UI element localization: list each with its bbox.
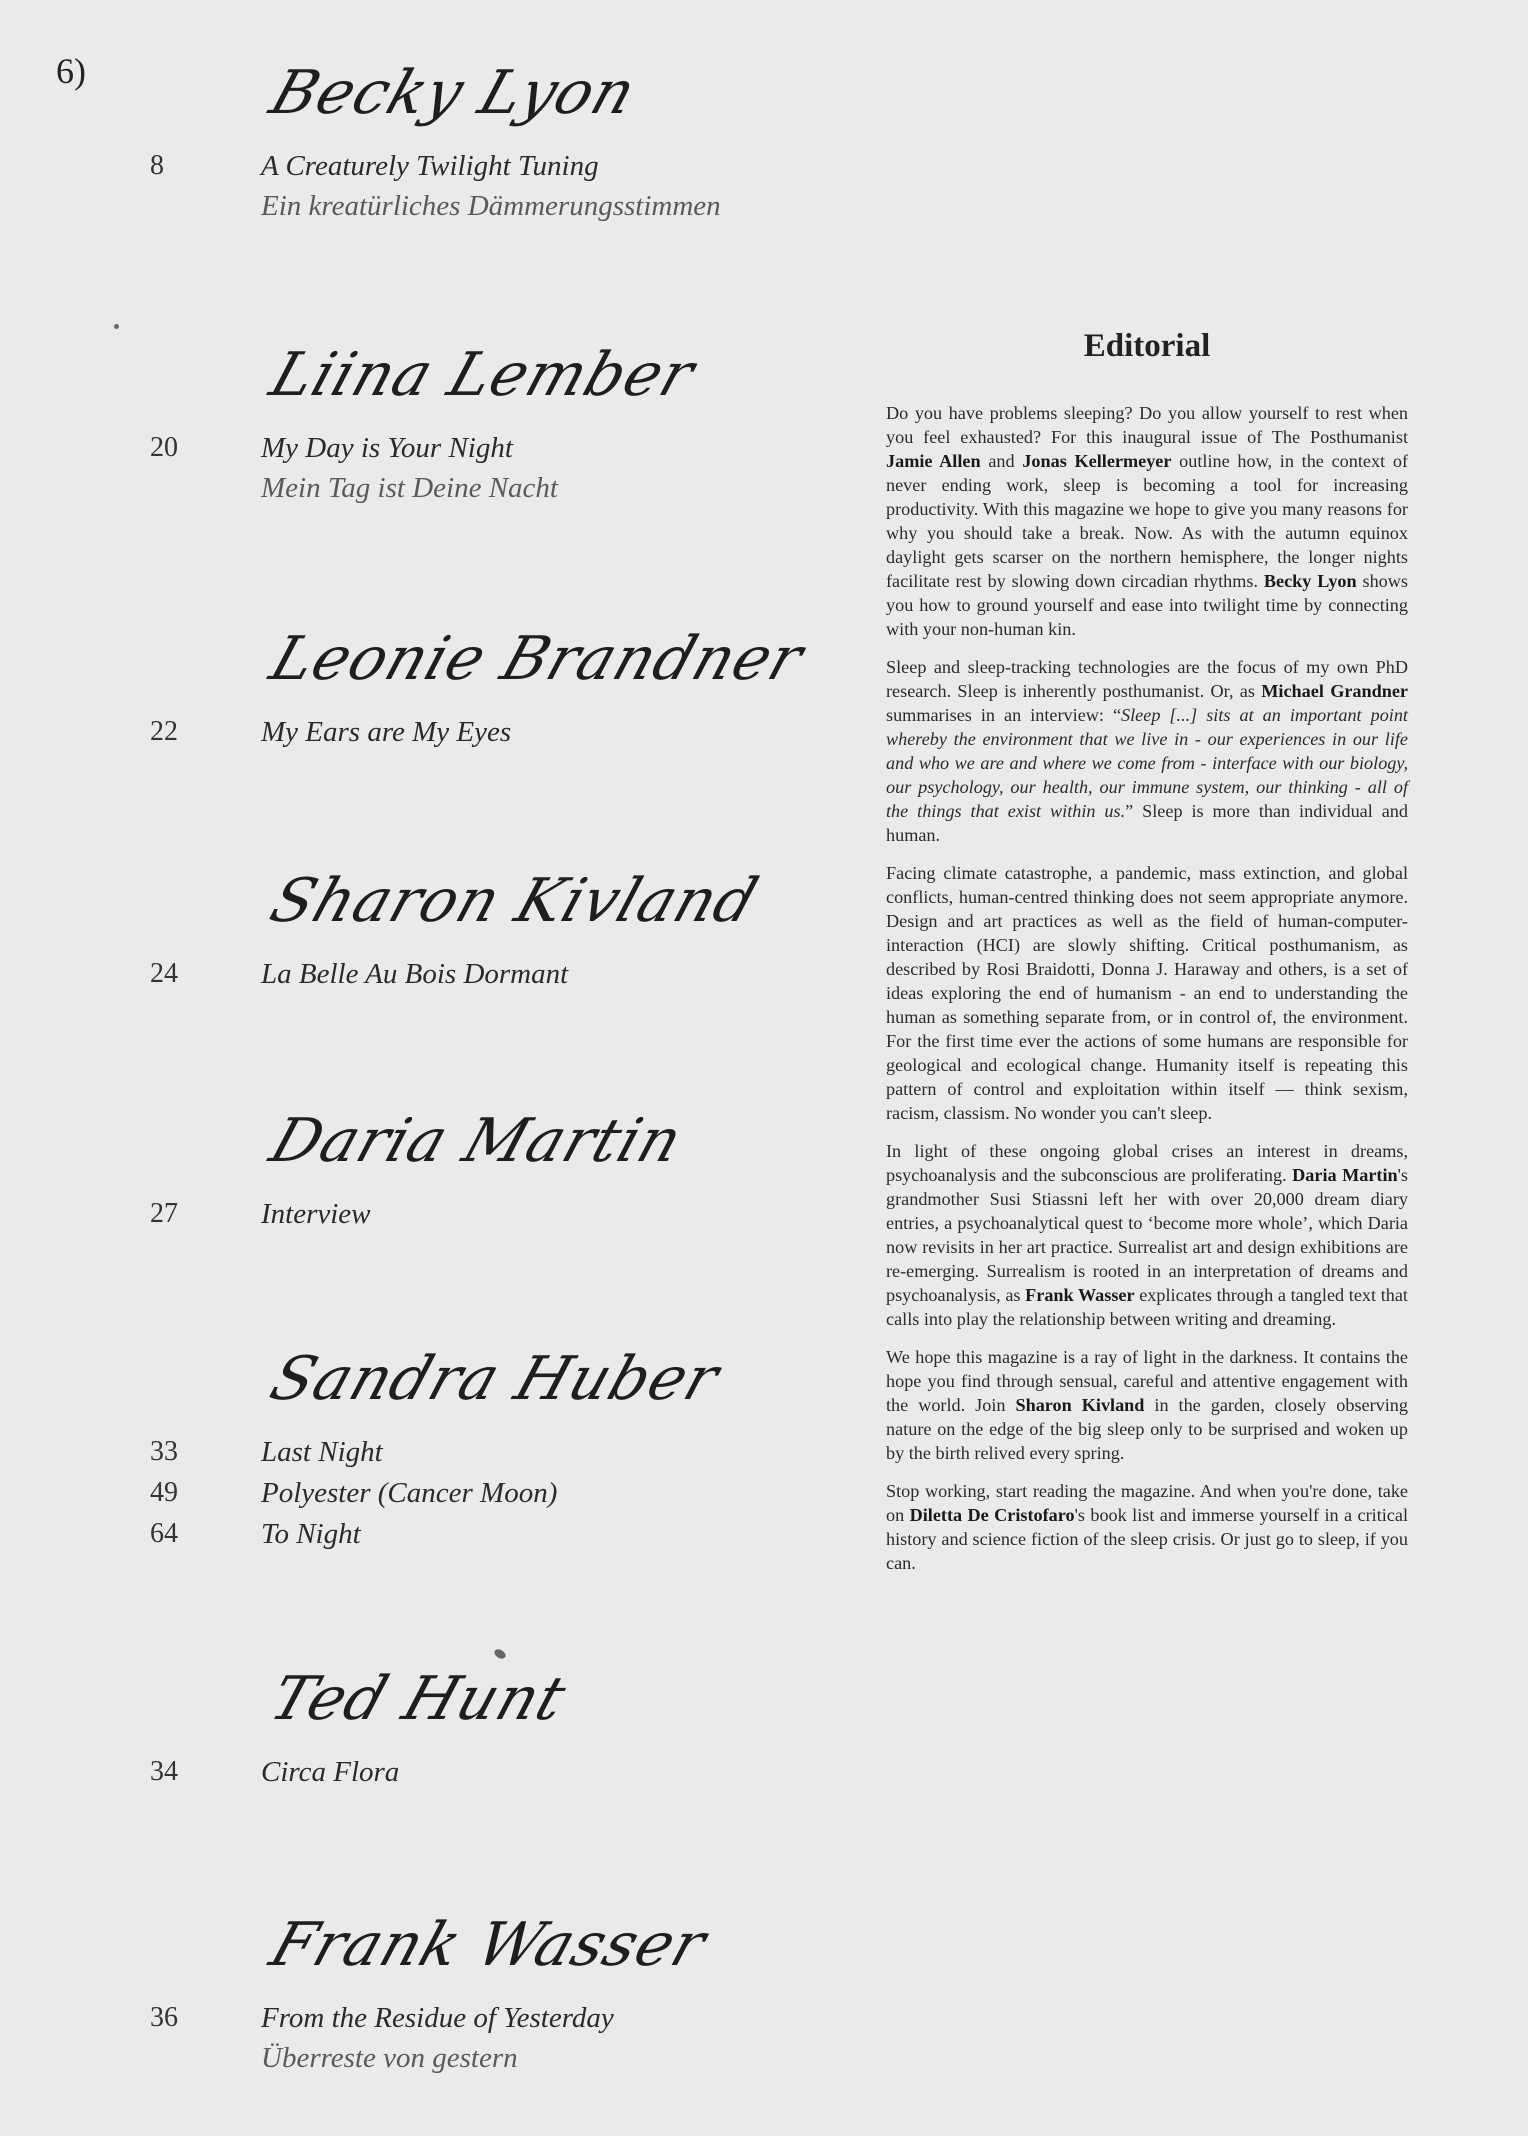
page-ref: 20: [150, 432, 178, 463]
toc-work: [0, 1518, 840, 1558]
toc-work: [0, 1198, 840, 1238]
editorial-paragraph: Sleep and sleep-tracking technologies are the focus of my own PhD research. Sleep is inherently posthumanist. Or, as Michael Grandner summarises in an interview: “Sleep [...] sits at an important point whereby the environment that we live in - our experiences in our life and who we are and where we come from - interface with our biology, our psychology, our health, our immune system, our thinking - all of the things that exist within us.” Sleep is more than individual and human.: [886, 657, 1409, 845]
page-ref: 64: [150, 1518, 178, 1549]
toc-work: [0, 716, 840, 756]
page-ref: 24: [150, 958, 178, 989]
person-name: Frank Wasser: [1025, 1285, 1135, 1305]
page-ref: 27: [150, 1198, 178, 1229]
work-subtitle: Ein kreatürliches Dämmerungsstimmen: [261, 190, 721, 222]
work-title: From the Residue of Yesterday: [261, 2002, 614, 2034]
author-signature: Sharon Kivland: [262, 866, 767, 936]
page-number: 6): [56, 51, 86, 91]
person-name: Jamie Allen: [886, 451, 981, 471]
author-signature: Frank Wasser: [262, 1910, 715, 1980]
person-name: Diletta De Cristofaro: [909, 1505, 1075, 1525]
work-subtitle: Mein Tag ist Deine Nacht: [261, 472, 558, 504]
person-name: Becky Lyon: [1263, 571, 1357, 591]
author-signature: Leonie Brandner: [262, 624, 813, 694]
toc-work: [0, 958, 840, 998]
author-signature: Becky Lyon: [262, 58, 645, 128]
work-title: To Night: [261, 1518, 361, 1550]
toc-work: [0, 1436, 840, 1476]
person-name: Michael Grandner: [1261, 681, 1409, 701]
author-signature: Ted Hunt: [262, 1664, 575, 1734]
work-title: Last Night: [261, 1436, 383, 1468]
work-title: A Creaturely Twilight Tuning: [261, 150, 599, 182]
work-title: Polyester (Cancer Moon): [261, 1477, 558, 1509]
editorial-heading: Editorial: [1083, 328, 1211, 364]
author-signature: Sandra Huber: [262, 1344, 728, 1414]
work-title: La Belle Au Bois Dormant: [261, 958, 569, 990]
toc-work: [0, 150, 840, 190]
work-subtitle: Überreste von gestern: [261, 2042, 518, 2074]
page-ref: 33: [150, 1436, 178, 1467]
editorial-paragraph: Facing climate catastrophe, a pandemic, mass extinction, and global conflicts, human-centred thinking does not seem appropriate anymore. Design and art practices as well as the field of human-computer-interaction (HCI) are slowly shifting. Critical posthumanism, as described by Rosi Braidotti, Donna J. Haraway and others, is a set of ideas exploring the end of humanism - an end to understanding the human as something separate from, or in control of, the environment. For the first time ever the actions of some humans are responsible for geological and ecological change. Humanity itself is repeating this pattern of control and exploitation within itself — think sexism, racism, classism. No wonder you can't sleep.: [886, 863, 1408, 1123]
author-signature: Liina Lember: [262, 340, 704, 410]
page-ref: 49: [150, 1477, 178, 1508]
editorial-column: [886, 328, 1408, 1589]
author-signature: Daria Martin: [262, 1106, 692, 1176]
toc-work: [0, 432, 840, 472]
work-title: Circa Flora: [261, 1756, 400, 1788]
page-ref: 36: [150, 2002, 178, 2033]
person-name: Jonas Kellermeyer: [1022, 451, 1172, 471]
editorial-paragraph: Do you have problems sleeping? Do you allow yourself to rest when you feel exhausted? For this inaugural issue of The Posthumanist Jamie Allen and Jonas Kellermeyer outline how, in the context of never ending work, sleep is becoming a tool for increasing productivity. With this magazine we hope to give you many reasons for why you should take a break. Now. As with the autumn equinox daylight gets scarser on the northern hemisphere, the longer nights facilitate rest by slowing down circadian rhythms. Becky Lyon shows you how to ground yourself and ease into twilight time by connecting with your non-human kin.: [886, 403, 1408, 639]
toc-work: [0, 1477, 840, 1517]
page-ref: 22: [150, 716, 178, 747]
person-name: Daria Martin: [1292, 1165, 1398, 1185]
editorial-paragraph: In light of these ongoing global crises an interest in dreams, psychoanalysis and the subconscious are proliferating. Daria Martin's grandmother Susi Stiassni left her with over 20,000 dream diary entries, a psychoanalytical quest to ‘become more whole’, which Daria now revisits in her art practice. Surrealist art and design exhibitions are re-emerging. Surrealism is rooted in an interpretation of dreams and psychoanalysis, as Frank Wasser explicates through a tangled text that calls into play the relationship between writing and dreaming.: [886, 1141, 1408, 1329]
work-title: My Day is Your Night: [261, 432, 513, 464]
scan-speck: [114, 324, 119, 329]
editorial-paragraph: We hope this magazine is a ray of light in the darkness. It contains the hope you find through sensual, careful and attentive engagement with the world. Join Sharon Kivland in the garden, closely observing nature on the edge of the big sleep only to be surprised and woken up by the birth relived every spring.: [886, 1347, 1408, 1463]
work-title: Interview: [261, 1198, 371, 1230]
person-name: Sharon Kivland: [1015, 1395, 1145, 1415]
editorial-paragraph: Stop working, start reading the magazine. And when you're done, take on Diletta De Cristofaro's book list and immerse yourself in a critical history and science fiction of the sleep crisis. Or just go to sleep, if you can.: [886, 1481, 1408, 1573]
page-ref: 8: [150, 150, 164, 181]
quote: Sleep [...] sits at an important point whereby the environment that we live in - our experiences in our life and who we are and where we come from - interface with our biology, our psychology, our health, our immune system, our thinking - all of the things that exist within us.: [886, 705, 1408, 821]
work-title: My Ears are My Eyes: [261, 716, 512, 748]
page-ref: 34: [150, 1756, 178, 1787]
toc-work: [0, 1756, 840, 1796]
toc-work: [0, 2002, 840, 2042]
